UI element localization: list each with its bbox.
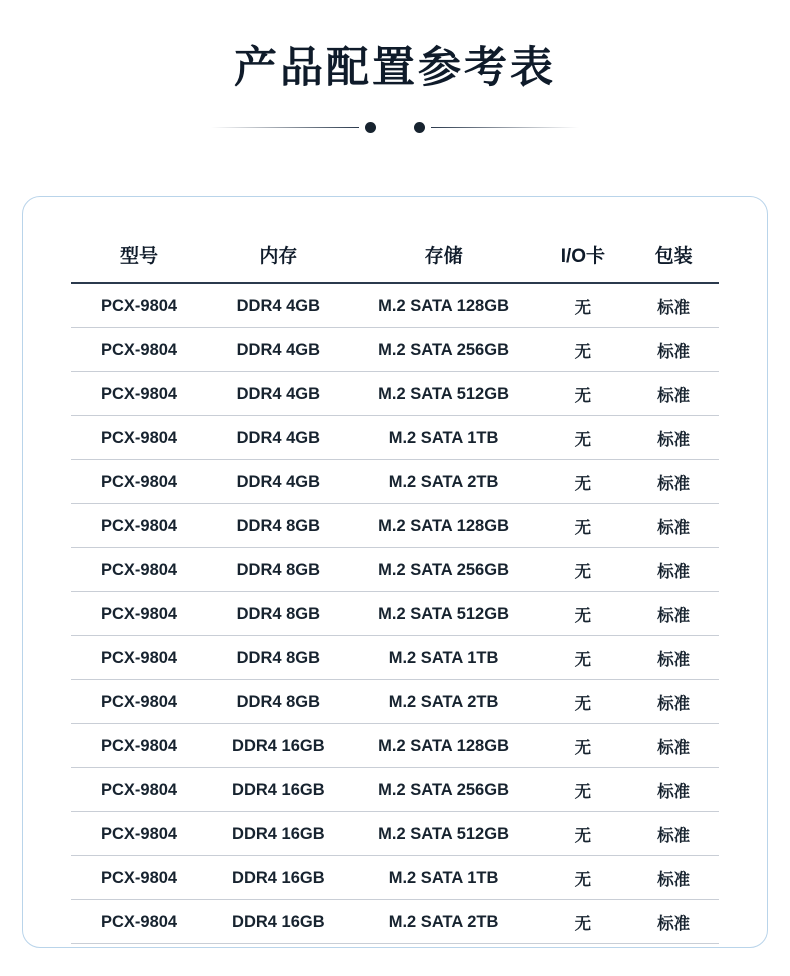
- cell-storage: M.2 SATA 512GB: [350, 372, 538, 416]
- table-header-row: [71, 237, 719, 283]
- cell-packaging: 标准: [628, 680, 719, 724]
- divider-line-right: [431, 127, 579, 128]
- cell-packaging: 标准: [628, 592, 719, 636]
- cell-model: PCX-9804: [71, 636, 207, 680]
- cell-memory: DDR4 8GB: [207, 592, 350, 636]
- cell-packaging: 标准: [628, 283, 719, 328]
- cell-model: PCX-9804: [71, 283, 207, 328]
- cell-packaging: 标准: [628, 812, 719, 856]
- cell-io-card: 无: [538, 680, 629, 724]
- cell-io-card: 无: [538, 416, 629, 460]
- cell-model: PCX-9804: [71, 812, 207, 856]
- cell-model: PCX-9804: [71, 900, 207, 944]
- cell-packaging: 标准: [628, 328, 719, 372]
- title-section: [0, 0, 790, 93]
- spec-table-card: [22, 196, 768, 948]
- table-row: [71, 548, 719, 592]
- cell-model: PCX-9804: [71, 680, 207, 724]
- cell-io-card: 无: [538, 724, 629, 768]
- cell-model: PCX-9804: [71, 856, 207, 900]
- table-row: [71, 283, 719, 328]
- cell-storage: M.2 SATA 1TB: [350, 856, 538, 900]
- cell-memory: DDR4 8GB: [207, 636, 350, 680]
- cell-memory: DDR4 4GB: [207, 283, 350, 328]
- cell-storage: M.2 SATA 2TB: [350, 460, 538, 504]
- column-header-memory: 内存: [207, 237, 350, 283]
- cell-storage: M.2 SATA 128GB: [350, 724, 538, 768]
- table-row: [71, 460, 719, 504]
- column-header-storage: 存储: [350, 237, 538, 283]
- cell-model: PCX-9804: [71, 548, 207, 592]
- cell-model: PCX-9804: [71, 724, 207, 768]
- table-row: [71, 328, 719, 372]
- cell-storage: M.2 SATA 1TB: [350, 636, 538, 680]
- cell-packaging: 标准: [628, 724, 719, 768]
- cell-memory: DDR4 16GB: [207, 812, 350, 856]
- cell-model: PCX-9804: [71, 768, 207, 812]
- cell-memory: DDR4 4GB: [207, 416, 350, 460]
- table-row: [71, 372, 719, 416]
- table-row: [71, 680, 719, 724]
- cell-storage: M.2 SATA 512GB: [350, 592, 538, 636]
- table-row: [71, 812, 719, 856]
- cell-memory: DDR4 8GB: [207, 548, 350, 592]
- cell-storage: M.2 SATA 128GB: [350, 504, 538, 548]
- cell-packaging: 标准: [628, 372, 719, 416]
- table-body: [71, 283, 719, 944]
- cell-storage: M.2 SATA 512GB: [350, 812, 538, 856]
- table-row: [71, 856, 719, 900]
- cell-storage: M.2 SATA 256GB: [350, 768, 538, 812]
- column-header-packaging: 包装: [628, 237, 719, 283]
- cell-io-card: 无: [538, 768, 629, 812]
- cell-memory: DDR4 4GB: [207, 372, 350, 416]
- cell-storage: M.2 SATA 256GB: [350, 548, 538, 592]
- cell-model: PCX-9804: [71, 460, 207, 504]
- cell-memory: DDR4 16GB: [207, 768, 350, 812]
- cell-memory: DDR4 16GB: [207, 900, 350, 944]
- cell-io-card: 无: [538, 592, 629, 636]
- cell-storage: M.2 SATA 2TB: [350, 900, 538, 944]
- spec-table: [71, 237, 719, 944]
- cell-memory: DDR4 8GB: [207, 680, 350, 724]
- cell-packaging: 标准: [628, 548, 719, 592]
- cell-memory: DDR4 8GB: [207, 504, 350, 548]
- table-row: [71, 768, 719, 812]
- table-row: [71, 636, 719, 680]
- cell-storage: M.2 SATA 256GB: [350, 328, 538, 372]
- cell-packaging: 标准: [628, 460, 719, 504]
- cell-io-card: 无: [538, 548, 629, 592]
- column-header-model: 型号: [71, 237, 207, 283]
- table-row: [71, 592, 719, 636]
- table-row: [71, 900, 719, 944]
- cell-storage: M.2 SATA 128GB: [350, 283, 538, 328]
- cell-io-card: 无: [538, 283, 629, 328]
- cell-model: PCX-9804: [71, 416, 207, 460]
- table-row: [71, 504, 719, 548]
- divider-dot-right: [414, 122, 425, 133]
- cell-packaging: 标准: [628, 900, 719, 944]
- table-head: [71, 237, 719, 283]
- cell-model: PCX-9804: [71, 504, 207, 548]
- cell-model: PCX-9804: [71, 592, 207, 636]
- cell-packaging: 标准: [628, 504, 719, 548]
- cell-io-card: 无: [538, 460, 629, 504]
- cell-memory: DDR4 4GB: [207, 460, 350, 504]
- cell-io-card: 无: [538, 900, 629, 944]
- table-row: [71, 416, 719, 460]
- divider-line-left: [211, 127, 359, 128]
- cell-memory: DDR4 16GB: [207, 724, 350, 768]
- cell-storage: M.2 SATA 1TB: [350, 416, 538, 460]
- table-row: [71, 724, 719, 768]
- column-header-io-card: I/O卡: [538, 237, 629, 283]
- cell-packaging: 标准: [628, 636, 719, 680]
- cell-packaging: 标准: [628, 768, 719, 812]
- cell-io-card: 无: [538, 504, 629, 548]
- cell-io-card: 无: [538, 636, 629, 680]
- spec-table-container: [23, 197, 767, 944]
- cell-model: PCX-9804: [71, 372, 207, 416]
- cell-packaging: 标准: [628, 416, 719, 460]
- cell-io-card: 无: [538, 856, 629, 900]
- cell-storage: M.2 SATA 2TB: [350, 680, 538, 724]
- cell-io-card: 无: [538, 812, 629, 856]
- cell-io-card: 无: [538, 328, 629, 372]
- cell-io-card: 无: [538, 372, 629, 416]
- page-title: 产品配置参考表: [234, 44, 556, 92]
- cell-memory: DDR4 16GB: [207, 856, 350, 900]
- cell-model: PCX-9804: [71, 328, 207, 372]
- decorative-divider: [0, 119, 790, 135]
- divider-dot-left: [365, 122, 376, 133]
- cell-packaging: 标准: [628, 856, 719, 900]
- cell-memory: DDR4 4GB: [207, 328, 350, 372]
